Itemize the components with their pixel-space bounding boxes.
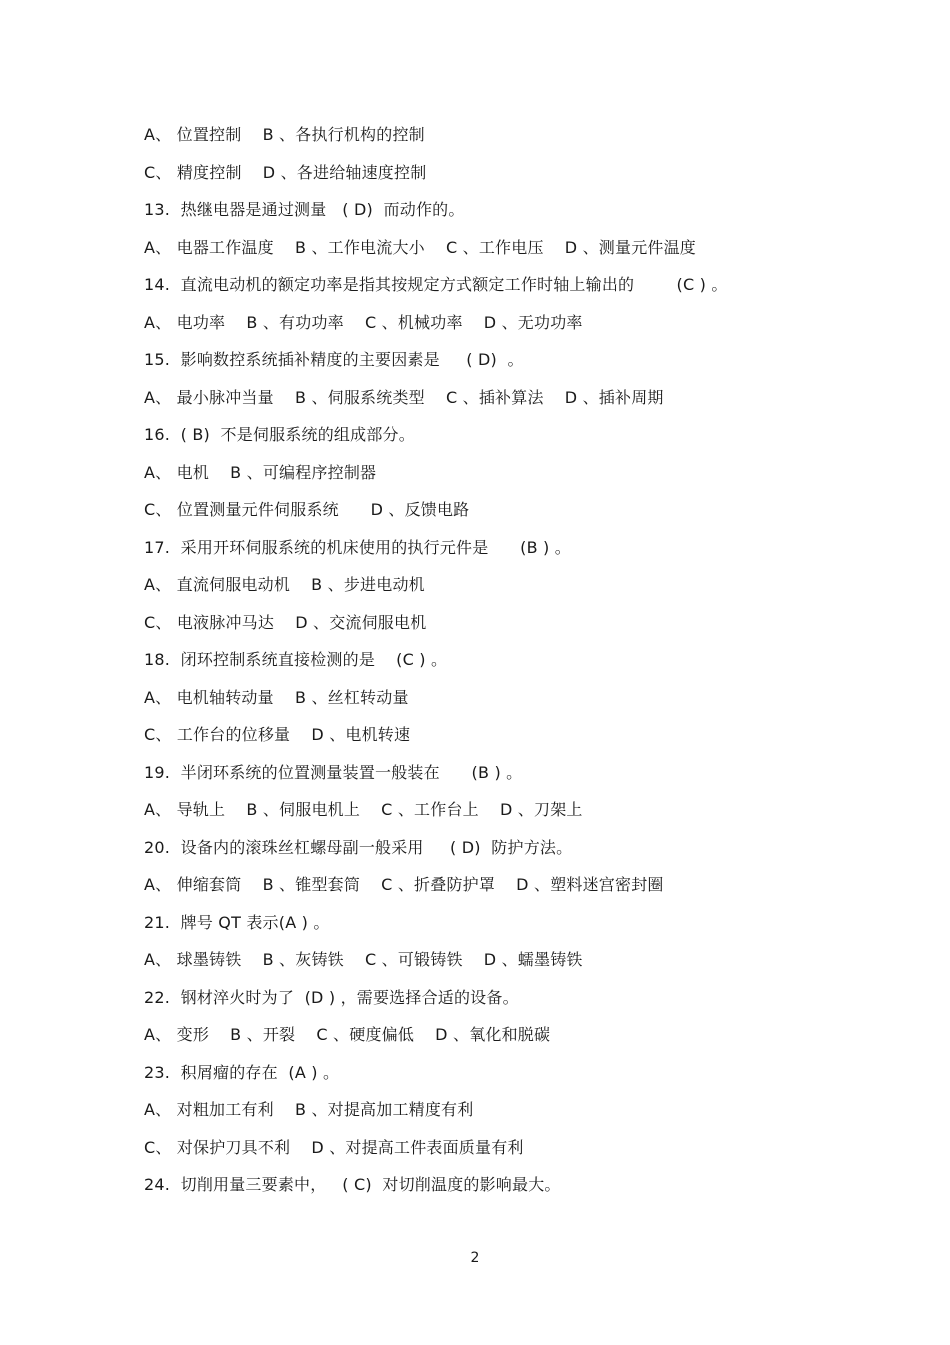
question-line: 24. 切削用量三要素中， ( C) 对切削温度的影响最大。 xyxy=(144,1175,561,1194)
options-line: C、 电液脉冲马达 D 、交流伺服电机 xyxy=(144,612,427,632)
question-line: 22. 钢材淬火时为了 (D ) ，需要选择合适的设备。 xyxy=(144,987,519,1007)
options-line: C、 工作台的位移量 D 、电机转速 xyxy=(144,725,411,744)
text-line: A、 位置控制 B 、各执行机构的控制 xyxy=(144,125,425,144)
question-line: 17. 采用开环伺服系统的机床使用的执行元件是 (B ) 。 xyxy=(144,537,571,557)
options-line: C、 对保护刀具不利 D 、对提高工件表面质量有利 xyxy=(144,1137,524,1157)
options-line: A、 对粗加工有利 B 、对提高加工精度有利 xyxy=(144,1100,474,1119)
options-line: A、 电器工作温度 B 、工作电流大小 C 、工作电压 D 、测量元件温度 xyxy=(144,237,696,257)
question-line: 23. 积屑瘤的存在 (A ) 。 xyxy=(144,1062,340,1082)
options-line: A、 电机 B 、可编程序控制器 xyxy=(144,462,377,482)
options-line: A、 电功率 B 、有功功率 C 、机械功率 D 、无功功率 xyxy=(144,312,583,332)
question-line: 21. 牌号 QT 表示(A ) 。 xyxy=(144,912,330,932)
options-line: A、 直流伺服电动机 B 、步进电动机 xyxy=(144,575,425,594)
question-line: 18. 闭环控制系统直接检测的是 (C ) 。 xyxy=(144,650,448,669)
options-line: A、 最小脉冲当量 B 、伺服系统类型 C 、插补算法 D 、插补周期 xyxy=(144,387,664,407)
question-list xyxy=(144,122,864,1210)
question-line: 20. 设备内的滚珠丝杠螺母副一般采用 ( D) 防护方法。 xyxy=(144,837,573,857)
page-number: 2 xyxy=(470,1250,480,1266)
question-line: 14. 直流电动机的额定功率是指其按规定方式额定工作时轴上输出的 (C ) 。 xyxy=(144,275,728,294)
question-line: 15. 影响数控系统插补精度的主要因素是 ( D) 。 xyxy=(144,350,524,369)
options-line: A、 电机轴转动量 B 、丝杠转动量 xyxy=(144,687,409,707)
options-line: C、 位置测量元件伺服系统 D 、反馈电路 xyxy=(144,500,470,519)
options-line: A、 伸缩套筒 B 、锥型套筒 C 、折叠防护罩 D 、塑料迷宫密封圈 xyxy=(144,875,664,894)
question-line: 13. 热继电器是通过测量 ( D) 而动作的。 xyxy=(144,200,465,219)
options-line: A、 球墨铸铁 B 、灰铸铁 C 、可锻铸铁 D 、蠕墨铸铁 xyxy=(144,950,583,969)
question-line: 16. ( B) 不是伺服系统的组成部分。 xyxy=(144,425,415,444)
question-line: 19. 半闭环系统的位置测量装置一般装在 (B ) 。 xyxy=(144,762,523,782)
options-line: A、 变形 B 、开裂 C 、硬度偏低 D 、氧化和脱碳 xyxy=(144,1025,551,1044)
options-line: A、 导轨上 B 、伺服电机上 C 、工作台上 D 、刀架上 xyxy=(144,800,583,819)
text-line: C、 精度控制 D 、各进给轴速度控制 xyxy=(144,162,427,182)
